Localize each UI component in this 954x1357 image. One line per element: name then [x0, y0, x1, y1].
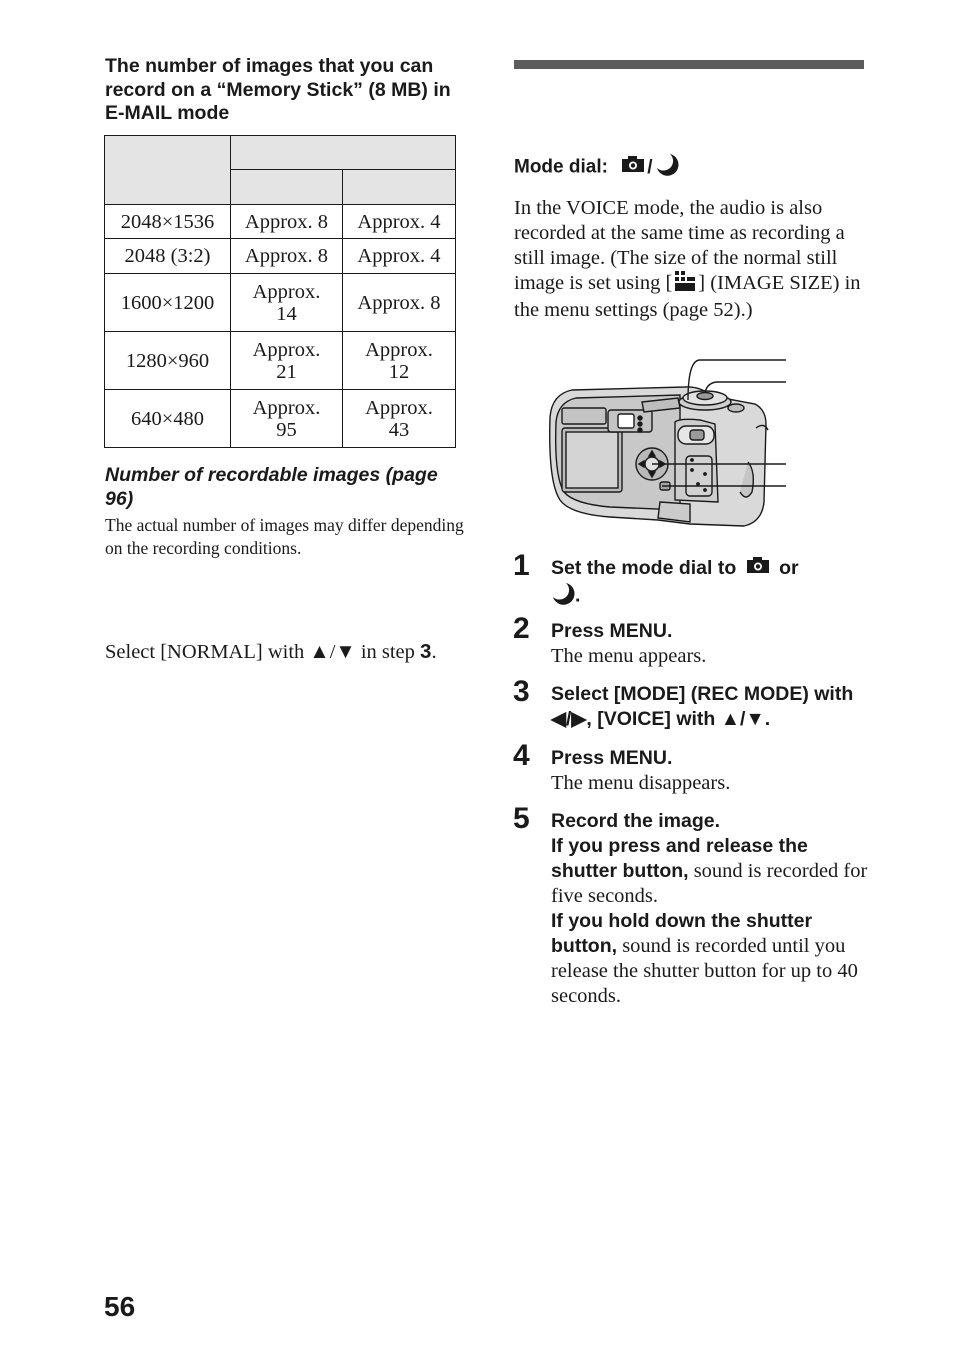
step-5-press-bold: If you press and release the shutter button, [551, 835, 808, 882]
step-4 [551, 746, 869, 796]
table-cell: Approx. 8 [231, 239, 343, 274]
mode-dial-line: Mode dial: / [514, 152, 679, 183]
table-row [105, 274, 456, 332]
up-down-arrows-icon: ▲/▼ [309, 641, 356, 663]
page-number: 56 [104, 1291, 136, 1322]
select-note-middle: in step [355, 641, 421, 663]
table-row [105, 332, 456, 390]
recordable-images-heading: Number of recordable images (page 96) [105, 464, 438, 510]
step-5-hold-bold: If you hold down the shutter button, [551, 910, 813, 957]
table-cell: 2048×1536 [105, 205, 231, 239]
table-cell: 1600×1200 [105, 274, 231, 332]
mode-dial-label: Mode dial: [514, 156, 608, 178]
step-5-press [551, 834, 869, 909]
table-cell: Approx. 4 [343, 239, 456, 274]
table-row [105, 239, 456, 274]
step-4-text: The menu disappears. [551, 772, 731, 794]
moon-icon [551, 581, 575, 612]
conditions-note: The actual number of images may differ depending on the recording conditions. [105, 515, 464, 558]
voice-mode-description [514, 196, 864, 323]
table-header-fine [231, 170, 343, 205]
image-count-table [104, 135, 456, 448]
step-1-title-prefix: Set the mode dial to [551, 557, 737, 579]
table-cell: Approx. 14 [231, 274, 343, 332]
table-cell: 1280×960 [105, 332, 231, 390]
step-2-text: The menu appears. [551, 645, 707, 667]
step-5 [551, 809, 869, 1009]
step-number: 4 [513, 739, 530, 772]
table-cell: 2048 (3:2) [105, 239, 231, 274]
camera-illustration [540, 352, 790, 539]
step-5-press-text: sound is recorded for five seconds. [551, 860, 868, 907]
image-size-icon [675, 271, 695, 298]
step-1-title [551, 556, 869, 612]
table-cell: Approx. 4 [343, 205, 456, 239]
step-1 [551, 556, 869, 612]
table-cell: Approx. 95 [231, 390, 343, 448]
step-3-title: Select [MODE] (REC MODE) with ◀/▶, [VOICE] with ▲/▼. [551, 683, 854, 730]
step-5-hold [551, 909, 869, 1009]
table-row [105, 205, 456, 239]
select-note-suffix: . [431, 641, 437, 663]
step-1-title-or: or [779, 557, 799, 579]
step-5-title: Record the image. [551, 810, 721, 832]
step-number: 3 [513, 675, 530, 708]
left-heading: The number of images that you can record on a “Memory Stick” (8 MB) in E-MAIL mode [105, 55, 451, 124]
table-header-standard [343, 170, 456, 205]
step-3 [551, 682, 869, 732]
select-normal-note [105, 638, 485, 666]
step-4-title: Press MENU. [551, 747, 673, 769]
step-number: 2 [513, 612, 530, 645]
step-number: 1 [513, 549, 530, 582]
table-header-size [105, 136, 231, 205]
table-row [105, 390, 456, 448]
table-cell: Approx. 43 [343, 390, 456, 448]
step-2 [551, 619, 869, 669]
table-cell: Approx. 21 [231, 332, 343, 390]
step-1-title-end: . [575, 585, 581, 607]
camera-icon [746, 556, 770, 581]
table-header-quality [231, 136, 456, 170]
voice-outro-text: ] (IMAGE SIZE) in the menu settings (page 52).) [514, 272, 861, 321]
step-5-hold-text: sound is recorded until you release the shutter button for up to 40 seconds. [551, 935, 858, 1007]
table-cell: Approx. 8 [343, 274, 456, 332]
section-title-bar [514, 60, 864, 69]
camera-icon [621, 155, 645, 180]
step-reference: 3 [420, 640, 432, 663]
table-cell: Approx. 12 [343, 332, 456, 390]
table-cell: Approx. 8 [231, 205, 343, 239]
voice-intro-text: In the VOICE mode, the audio is also recorded at the same time as recording a still image. (The size of the normal still image is set using [ [514, 197, 845, 295]
table-cell: 640×480 [105, 390, 231, 448]
step-number: 5 [513, 802, 530, 835]
select-note-prefix: Select [NORMAL] with [105, 641, 310, 663]
step-2-title: Press MENU. [551, 620, 673, 642]
moon-icon [655, 152, 679, 183]
